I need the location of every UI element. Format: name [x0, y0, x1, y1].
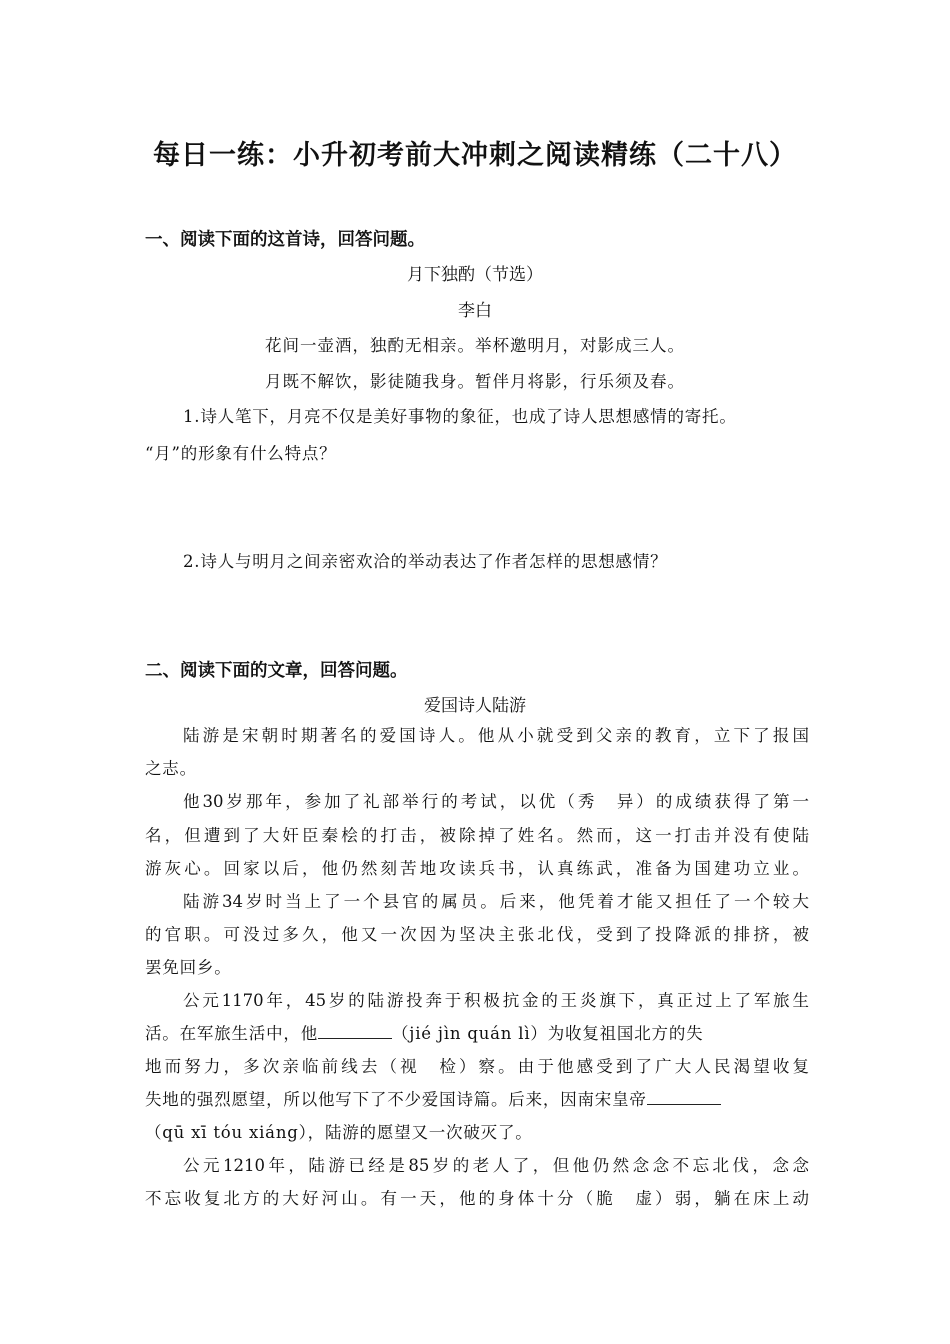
question-1: 1.诗人笔下，月亮不仅是美好事物的象征，也成了诗人思想感情的寄托。 [183, 407, 737, 426]
question-2: 2.诗人与明月之间亲密欢洽的举动表达了作者怎样的思想感情？ [183, 552, 668, 571]
paragraph-line: 公元1210年，陆游已经是85岁的老人了，但他仍然念念不忘北伐，念念 [183, 1156, 809, 1175]
text-segment: 活。在军旅生活中，他 [145, 1024, 318, 1043]
poem-line-2: 月既不解饮，影徒随我身。暂伴月将影，行乐须及春。 [265, 372, 685, 391]
answer-blank[interactable] [318, 1024, 392, 1039]
paragraph-line: 游灰心。回家以后，他仍然刻苦地攻读兵书，认真练武，准备为国建功立业。 [145, 859, 809, 878]
section1-heading: 一、阅读下面的这首诗，回答问题。 [145, 230, 425, 250]
paragraph-line: 陆游是宋朝时期著名的爱国诗人。他从小就受到父亲的教育，立下了报国 [183, 726, 809, 745]
poem-line-1: 花间一壶酒，独酌无相亲。举杯邀明月，对影成三人。 [265, 336, 685, 355]
paragraph-line: 公元1170年，45岁的陆游投奔于积极抗金的王炎旗下，真正过上了军旅生 [183, 991, 809, 1010]
paragraph-line: 地而努力，多次亲临前线去（视 检）察。由于他感受到了广大人民渴望收复 [145, 1057, 809, 1076]
paragraph-line-with-blank [145, 1020, 809, 1044]
paragraph-line: 名，但遭到了大奸臣秦桧的打击，被除掉了姓名。然而，这一打击并没有使陆 [145, 826, 809, 845]
poem-title: 月下独酌（节选） [407, 265, 543, 285]
text-segment: 失地的强烈愿望，所以他写下了不少爱国诗篇。后来，因南宋皇帝 [145, 1090, 647, 1109]
paragraph-line-with-blank [145, 1086, 809, 1110]
paragraph-line: 之志。 [145, 759, 197, 778]
paragraph-line: 的官职。可没过多久，他又一次因为坚决主张北伐，受到了投降派的排挤，被 [145, 925, 809, 944]
question-1-cont: “月”的形象有什么特点？ [145, 444, 337, 463]
text-segment: （jié jìn quán lì）为收复祖国北方的失 [392, 1024, 704, 1043]
section2-heading: 二、阅读下面的文章，回答问题。 [145, 661, 408, 681]
answer-blank[interactable] [647, 1090, 721, 1105]
page-title: 每日一练：小升初考前大冲刺之阅读精练（二十八） [153, 140, 797, 171]
poem-author: 李白 [458, 301, 492, 321]
paragraph-line: 陆游34岁时当上了一个县官的属员。后来，他凭着才能又担任了一个较大 [183, 892, 809, 911]
paragraph-line: 他30岁那年，参加了礼部举行的考试，以优（秀 异）的成绩获得了第一 [183, 792, 809, 811]
paragraph-line: （qū xī tóu xiáng），陆游的愿望又一次破灭了。 [145, 1123, 533, 1142]
paragraph-line: 不忘收复北方的大好河山。有一天，他的身体十分（脆 虚）弱，躺在床上动 [145, 1189, 809, 1208]
article-title: 爱国诗人陆游 [424, 696, 526, 716]
paragraph-line: 罢免回乡。 [145, 958, 232, 977]
